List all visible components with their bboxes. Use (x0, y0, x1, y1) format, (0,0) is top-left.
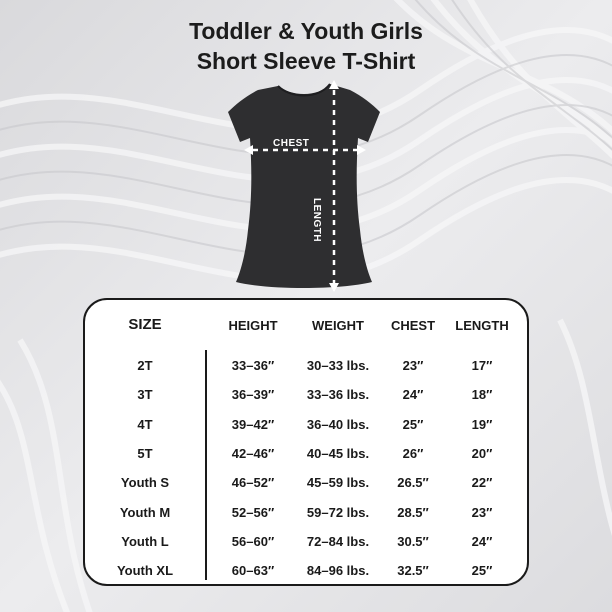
header-size: SIZE (128, 316, 162, 333)
cell-weight: 72–84 lbs. (306, 533, 370, 549)
chest-arrow-left (244, 145, 253, 155)
cell-size: 3T (137, 387, 153, 403)
cell-weight: 59–72 lbs. (306, 504, 370, 520)
chest-arrow-right (357, 145, 366, 155)
cell-length: 22″ (471, 475, 493, 491)
title-line-2: Short Sleeve T-Shirt (196, 48, 416, 74)
cell-height: 39–42″ (231, 416, 275, 432)
cell-chest: 26″ (402, 445, 424, 461)
cell-chest: 24″ (402, 387, 424, 403)
header-length: LENGTH (455, 318, 509, 333)
cell-size: Youth S (120, 475, 170, 491)
cell-height: 46–52″ (231, 475, 275, 491)
cell-chest: 28.5″ (397, 504, 429, 520)
cell-weight: 84–96 lbs. (306, 563, 370, 579)
cell-height: 52–56″ (231, 504, 275, 520)
tshirt-shape (228, 84, 380, 288)
cell-height: 36–39″ (231, 387, 275, 403)
cell-size: Youth XL (116, 563, 174, 579)
cell-weight: 33–36 lbs. (306, 387, 370, 403)
cell-height: 60–63″ (231, 563, 275, 579)
cell-length: 24″ (471, 533, 493, 549)
cell-chest: 32.5″ (397, 563, 429, 579)
cell-chest: 25″ (402, 416, 424, 432)
cell-chest: 26.5″ (397, 475, 429, 491)
cell-weight: 36–40 lbs. (306, 416, 370, 432)
length-label: LENGTH (311, 198, 322, 243)
table-divider (205, 350, 207, 580)
cell-length: 18″ (471, 387, 493, 403)
cell-size: 4T (137, 416, 153, 432)
cell-length: 23″ (471, 504, 493, 520)
cell-height: 33–36″ (231, 358, 275, 373)
cell-length: 17″ (471, 358, 493, 373)
cell-size: Youth M (119, 504, 171, 520)
tshirt-diagram (0, 0, 612, 300)
cell-size: Youth L (121, 533, 169, 549)
cell-size: 5T (137, 445, 153, 461)
cell-height: 56–60″ (231, 533, 275, 549)
cell-height: 42–46″ (231, 445, 275, 461)
title-line-1: Toddler & Youth Girls (189, 18, 423, 44)
header-height: HEIGHT (228, 318, 278, 333)
header-weight: WEIGHT (312, 318, 364, 333)
cell-length: 25″ (471, 563, 493, 579)
header-chest: CHEST (390, 318, 436, 333)
cell-size: 2T (137, 358, 153, 373)
cell-weight: 40–45 lbs. (306, 445, 370, 461)
cell-chest: 23″ (402, 358, 424, 373)
cell-weight: 30–33 lbs. (306, 358, 370, 373)
cell-length: 20″ (471, 445, 493, 461)
cell-length: 19″ (471, 416, 493, 432)
cell-weight: 45–59 lbs. (306, 475, 370, 491)
cell-chest: 30.5″ (397, 533, 429, 549)
length-arrow-bottom (329, 283, 339, 292)
chest-label: CHEST (273, 138, 310, 149)
